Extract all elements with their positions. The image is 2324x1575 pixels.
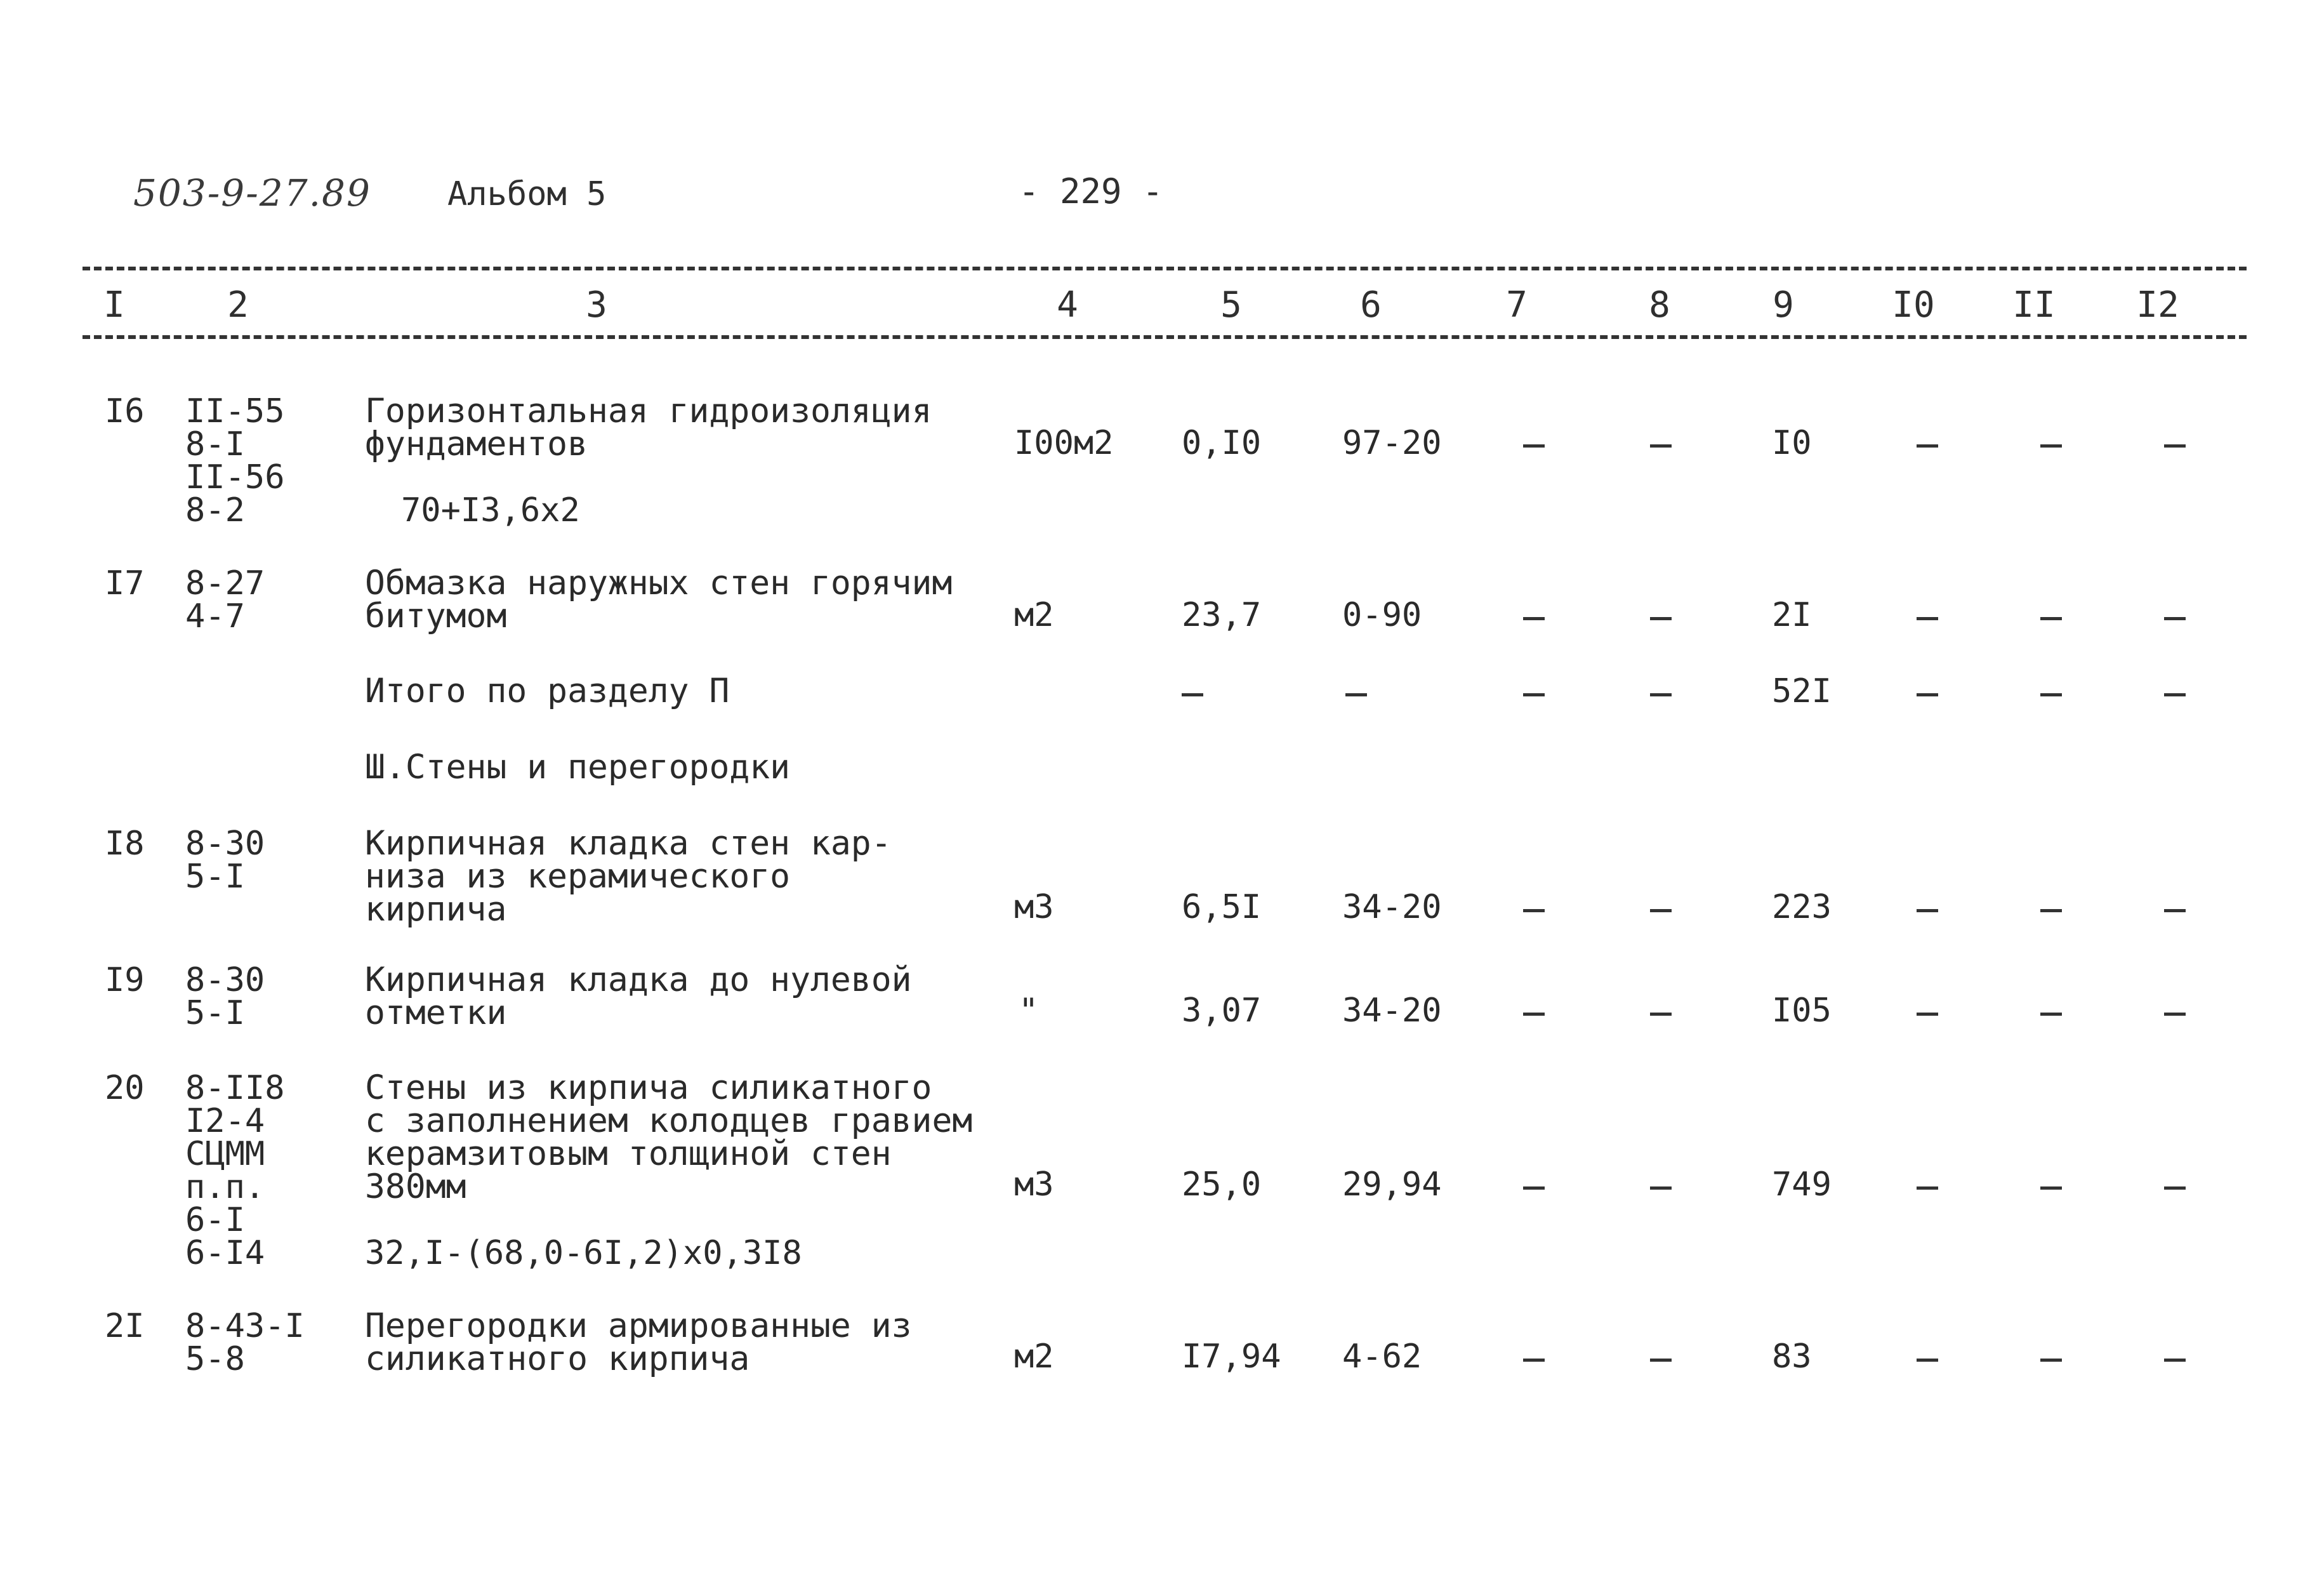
row-number: I7: [105, 564, 145, 602]
subtotal-label: Итого по разделу П: [365, 672, 730, 710]
column-header: I: [103, 284, 125, 326]
total-cost: I0: [1772, 424, 1812, 462]
norm-code: II-55: [185, 392, 285, 430]
work-description: 380мм: [365, 1167, 466, 1206]
work-description: Кирпичная кладка до нулевой: [365, 960, 912, 999]
unit-price: 34-20: [1342, 992, 1442, 1030]
album-label: Альбом 5: [447, 175, 607, 213]
empty-dash: [2040, 1186, 2062, 1190]
empty-dash: [1650, 693, 1672, 696]
norm-code: 8-43-I: [185, 1307, 305, 1345]
work-description: кирпича: [365, 890, 507, 929]
total-cost: 749: [1772, 1166, 1832, 1204]
norm-code: 5-I: [185, 858, 245, 896]
norm-code: 6-I4: [185, 1234, 265, 1272]
empty-dash: [1917, 1013, 1938, 1016]
row-number: I9: [105, 961, 145, 999]
empty-dash: [1523, 909, 1545, 912]
norm-code: СЦММ: [185, 1135, 265, 1173]
quantity-formula: 32,I-(68,0-6I,2)х0,3I8: [365, 1234, 802, 1272]
empty-dash: [2164, 617, 2186, 620]
page-number: - 229 -: [1019, 171, 1163, 211]
norm-code: 8-II8: [185, 1069, 285, 1107]
column-header: 6: [1360, 284, 1382, 326]
empty-dash: [1917, 444, 1938, 448]
norm-code: 4-7: [185, 597, 245, 635]
work-description: с заполнением колодцев гравием: [365, 1101, 973, 1140]
empty-dash: [2164, 1359, 2186, 1362]
empty-dash: [2040, 909, 2062, 912]
row-number: I6: [105, 392, 145, 430]
total-cost: I05: [1772, 992, 1832, 1030]
empty-dash: [1650, 444, 1672, 448]
unit-price: 97-20: [1342, 424, 1442, 462]
quantity-formula: 70+I3,6х2: [401, 491, 580, 529]
quantity: 25,0: [1182, 1166, 1262, 1204]
empty-dash: [2164, 909, 2186, 912]
header-rule-top: [83, 267, 2247, 270]
empty-dash: [2040, 444, 2062, 448]
column-header: I0: [1892, 284, 1935, 326]
empty-dash: [1650, 1359, 1672, 1362]
empty-dash: [1523, 1359, 1545, 1362]
empty-dash: [1523, 1013, 1545, 1016]
work-description: отметки: [365, 994, 507, 1032]
empty-dash: [1523, 444, 1545, 448]
total-cost: 223: [1772, 888, 1832, 926]
row-number: 20: [105, 1069, 145, 1107]
empty-dash: [1523, 1186, 1545, 1190]
quantity: 6,5I: [1182, 888, 1262, 926]
work-description: Кирпичная кладка стен кар-: [365, 824, 892, 863]
norm-code: 8-30: [185, 825, 265, 863]
work-description: битумом: [365, 597, 507, 635]
column-header: II: [2012, 284, 2056, 326]
handwritten-doc-code: 503-9-27.89: [133, 171, 371, 215]
work-description: силикатного кирпича: [365, 1339, 750, 1378]
work-description: керамзитовым толщиной стен: [365, 1134, 892, 1173]
unit: м2: [1014, 1338, 1054, 1376]
empty-dash: [2040, 617, 2062, 620]
empty-dash: [2040, 693, 2062, 696]
row-number: I8: [105, 825, 145, 863]
empty-dash: [1917, 693, 1938, 696]
empty-dash: [1650, 1186, 1672, 1190]
unit-price: 29,94: [1342, 1166, 1442, 1204]
empty-dash: [2040, 1013, 2062, 1016]
unit: м2: [1014, 596, 1054, 634]
norm-code: 6-I: [185, 1201, 245, 1239]
column-header: 3: [586, 284, 607, 326]
total-cost: 83: [1772, 1338, 1812, 1376]
norm-code: 5-I: [185, 994, 245, 1032]
row-number: 2I: [105, 1307, 145, 1345]
empty-dash: [1182, 693, 1203, 696]
norm-code: I2-4: [185, 1102, 265, 1140]
unit: I00м2: [1014, 424, 1114, 462]
unit: м3: [1014, 1166, 1054, 1204]
norm-code: 8-2: [185, 491, 245, 529]
work-description: фундаментов: [365, 425, 588, 463]
empty-dash: [1917, 617, 1938, 620]
quantity: 0,I0: [1182, 424, 1262, 462]
unit-price: 4-62: [1342, 1338, 1422, 1376]
column-header: 2: [227, 284, 249, 326]
column-header: 4: [1057, 284, 1078, 326]
column-header: 8: [1649, 284, 1670, 326]
empty-dash: [2164, 1186, 2186, 1190]
empty-dash: [1650, 1013, 1672, 1016]
empty-dash: [1917, 1186, 1938, 1190]
empty-dash: [1523, 693, 1545, 696]
work-description: Горизонтальная гидроизоляция: [365, 392, 932, 430]
unit-price: 34-20: [1342, 888, 1442, 926]
total-cost: 2I: [1772, 596, 1812, 634]
norm-code: 5-8: [185, 1340, 245, 1378]
section-heading: Ш.Стены и перегородки: [365, 748, 791, 787]
empty-dash: [2164, 444, 2186, 448]
empty-dash: [1917, 1359, 1938, 1362]
norm-code: 8-I: [185, 425, 245, 463]
work-description: низа из керамического: [365, 857, 791, 896]
quantity: 3,07: [1182, 992, 1262, 1030]
work-description: Обмазка наружных стен горячим: [365, 564, 953, 602]
quantity: 23,7: [1182, 596, 1262, 634]
empty-dash: [1650, 617, 1672, 620]
header-rule-bottom: [83, 335, 2247, 339]
column-header: 5: [1220, 284, 1242, 326]
norm-code: п.п.: [185, 1168, 265, 1206]
empty-dash: [1917, 909, 1938, 912]
empty-dash: [2040, 1359, 2062, 1362]
empty-dash: [2164, 693, 2186, 696]
empty-dash: [2164, 1013, 2186, 1016]
unit: м3: [1014, 888, 1054, 926]
work-description: Перегородки армированные из: [365, 1306, 912, 1345]
norm-code: II-56: [185, 458, 285, 496]
subtotal-value: 52I: [1772, 672, 1832, 710]
work-description: Стены из кирпича силикатного: [365, 1068, 932, 1107]
norm-code: 8-30: [185, 961, 265, 999]
quantity: I7,94: [1182, 1338, 1281, 1376]
empty-dash: [1345, 693, 1367, 696]
unit: ": [1019, 992, 1039, 1030]
column-header: I2: [2136, 284, 2179, 326]
column-header: 7: [1506, 284, 1528, 326]
unit-price: 0-90: [1342, 596, 1422, 634]
norm-code: 8-27: [185, 564, 265, 602]
empty-dash: [1523, 617, 1545, 620]
column-header: 9: [1773, 284, 1794, 326]
empty-dash: [1650, 909, 1672, 912]
